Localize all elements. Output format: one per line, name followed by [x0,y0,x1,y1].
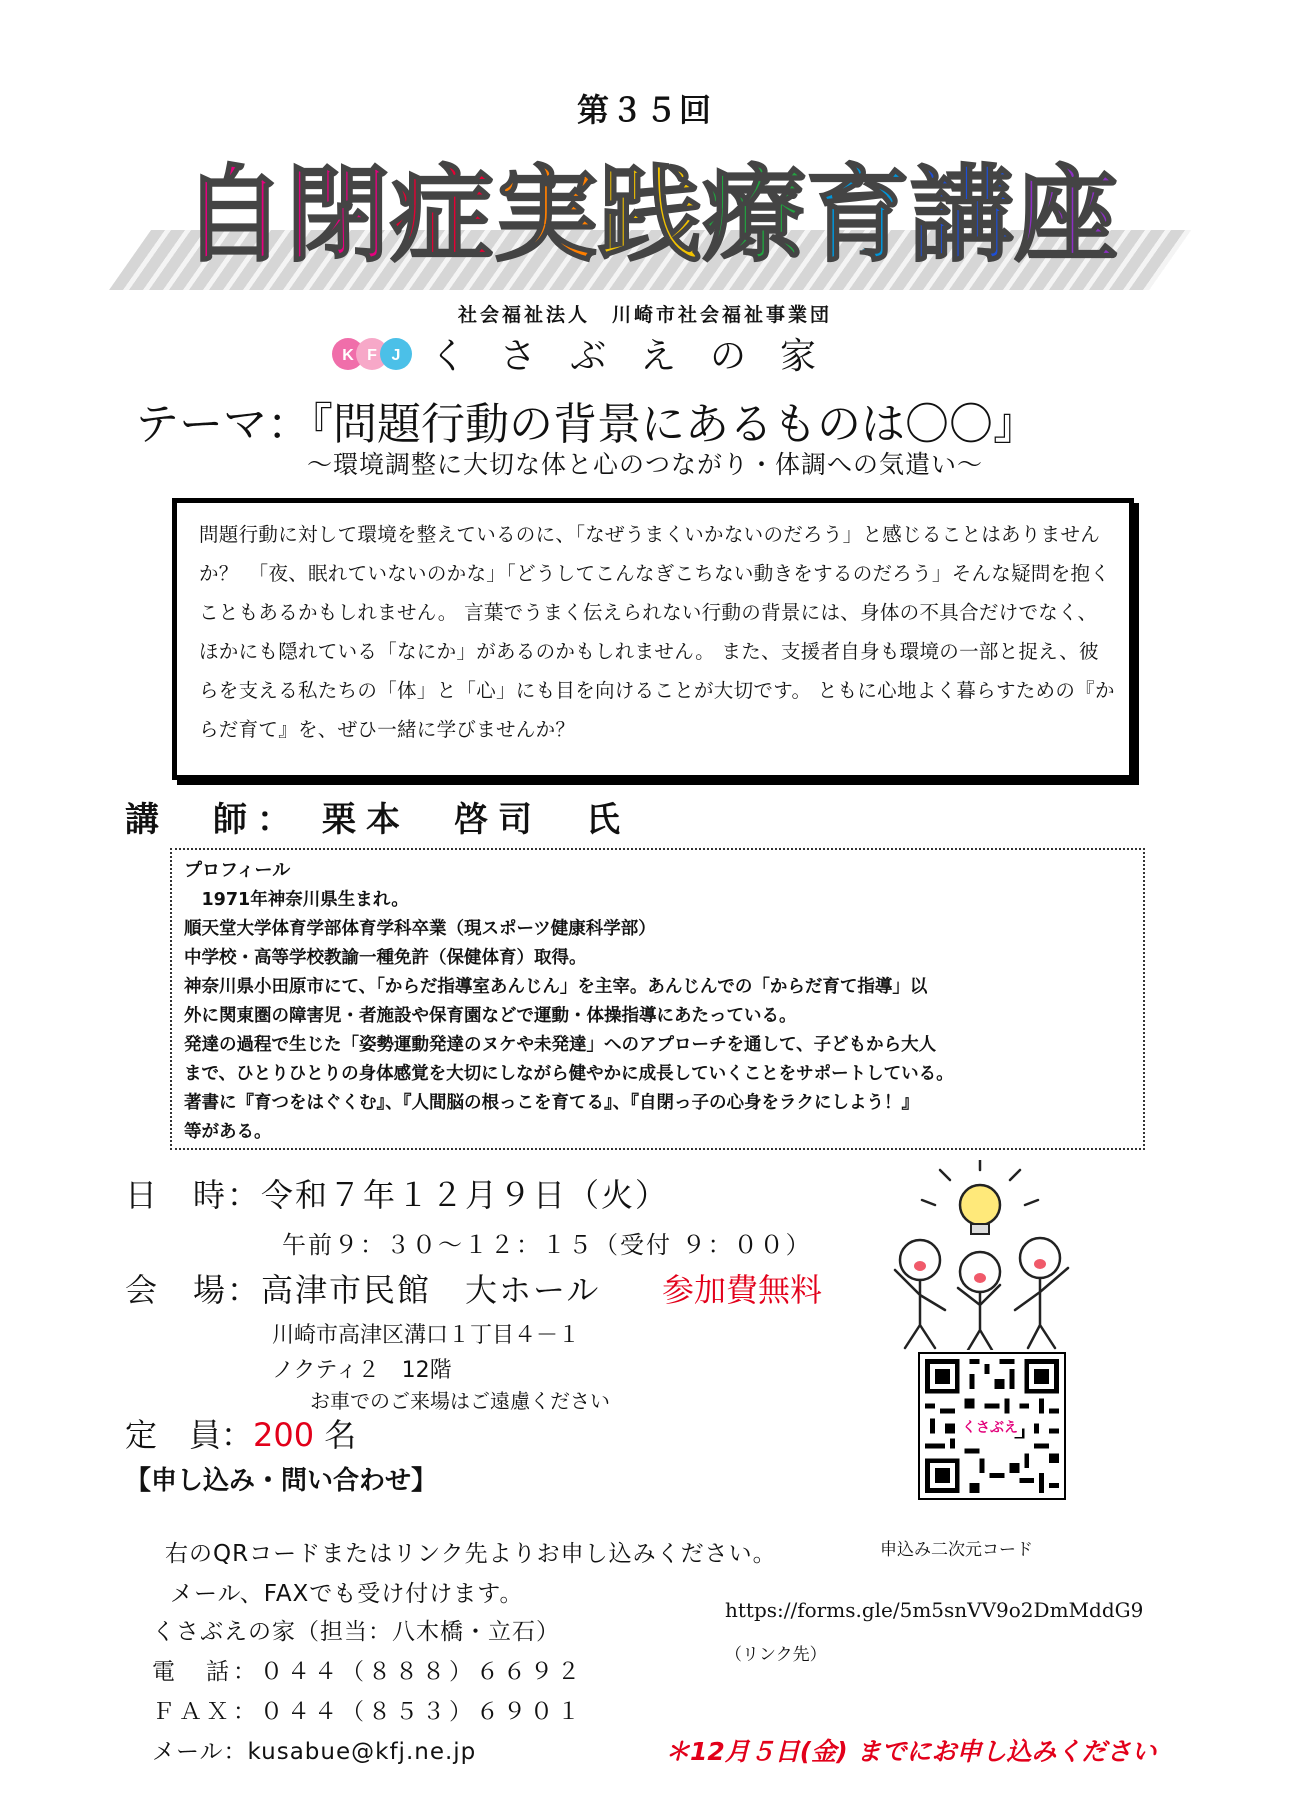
profile-heading: プロフィール [184,860,291,881]
svg-text:F: F [367,347,377,364]
profile-line: 等がある。 [184,1122,272,1142]
profile-lines [184,886,1134,1147]
title-char: 育 [806,154,911,276]
contact-email[interactable]: メール：kusabue@kfj.ne.jp [152,1739,477,1765]
profile-box [170,848,1145,1150]
theme-title: テーマ：『問題行動の背景にあるものは〇〇』 [135,399,1037,450]
organization-name: 社会福祉法人 川崎市社会福祉事業団 [457,304,832,326]
capacity-value: 200 [253,1416,315,1454]
profile-line: 発達の過程で生じた「姿勢運動発達のヌケや未発達」へのアプローチを通して、子どもから大人 [184,1035,937,1055]
capacity-row [125,1410,356,1456]
event-venue: 会 場：高津市民館 大ホール [125,1271,601,1309]
fee-badge: 参加費無料 [662,1271,823,1309]
capacity-unit: 名 [314,1416,357,1454]
event-time: 午前９：３０～１２：１５（受付 ９：００） [282,1231,812,1259]
title-char: 実 [493,154,598,276]
application-heading: 【申し込み・問い合わせ】 [125,1466,438,1496]
application-alt-methods: メール、FAXでも受け付けます。 [170,1581,524,1607]
title-char: 閉 [285,154,390,276]
contact-phone: 電 話：０４４（８８８）６６９２ [152,1659,584,1685]
capacity-label: 定 員： [125,1416,254,1454]
contact-organization: くさぶえの家（担当：八木橋・立石） [152,1619,560,1645]
profile-line: 中学校・高等学校教諭一種免許（保健体育）取得。 [184,948,587,968]
title-char: 座 [1014,154,1119,276]
description-box [172,498,1134,780]
profile-line: 1971年神奈川県生まれ。 [184,890,409,910]
edition-label: 第３５回 [576,91,713,129]
description-text: 問題行動に対して環境を整えているのに、「なぜうまくいかないのだろう」と感じることはありませんか？ 「夜、眠れていないのかな」「どうしてこんなぎこちない動きをするのだろう」そんな疑問を抱くこともあるかもしれません。 言葉でうまく伝えられない行動の背景には、身体の不具合だけでなく、ほかにも隠れている「なにか」があるのかもしれません。 また、支援者自身も環境の一部と捉え、彼らを支える私たちの「体」と「心」にも目を向けることが大切です。 ともに心地よく暮らすための『からだ育て』を、ぜひ一緒に学びませんか？ [199,523,1115,741]
profile-line: まで、ひとりひとりの身体感覚を大切にしながら健やかに成長していくことをサポートしている。 [184,1064,954,1084]
main-title-block [120,150,1180,290]
link-note: （リンク先） [725,1645,827,1665]
profile-line: 神奈川県小田原市にて、「からだ指導室あんじん」を主宰。あんじんでの「からだ育て指導」以 [184,977,928,997]
people-lightbulb-icon [870,1160,1100,1350]
svg-text:J: J [391,347,401,364]
title-char: 講 [910,154,1015,276]
main-title [120,150,1180,280]
deadline-notice: ＊12月５日(金) までにお申し込みください [665,1737,1157,1766]
kfj-logo-icon [330,330,414,378]
lecturer-name: 栗本 啓司 氏 [322,800,630,840]
venue-address: 川崎市高津区溝口１丁目４－１ [272,1323,581,1348]
title-char: 症 [389,154,494,276]
profile-line: 著書に『育つをはぐくむ』、『人間脳の根っこを育てる』、『自閉っ子の心身をラクにしよう！』 [184,1093,919,1113]
contact-fax: ＦＡＸ：０４４（８５３）６９０１ [152,1699,584,1725]
application-instruction: 右のQRコードまたはリンク先よりお申し込みください。 [165,1541,777,1567]
lecturer-label: 講 師： [125,800,301,840]
profile-line: 順天堂大学体育学部体育学科卒業（現スポーツ健康科学部） [184,919,656,939]
event-date: 日 時：令和７年１２月９日（火） [125,1176,670,1214]
title-char: 療 [702,154,807,276]
theme-subtitle: ～環境調整に大切な体と心のつながり・体調への気遣い～ [306,450,983,479]
svg-text:K: K [342,347,354,364]
qr-caption: 申込み二次元コード [880,1540,1033,1560]
application-link[interactable]: https://forms.gle/5m5snVV9o2DmMddG9 [725,1598,1144,1622]
title-char: 践 [597,154,702,276]
facility-name: くさぶえの家 [430,336,851,377]
title-char: 自 [181,154,286,276]
venue-building: ノクティ２ 12階 [272,1358,452,1383]
parking-note: お車でのご来場はご遠慮ください [310,1389,610,1413]
qr-label: くさぶえ [958,1417,1022,1437]
profile-line: 外に関東圏の障害児・者施設や保育園などで運動・体操指導にあたっている。 [184,1006,797,1026]
